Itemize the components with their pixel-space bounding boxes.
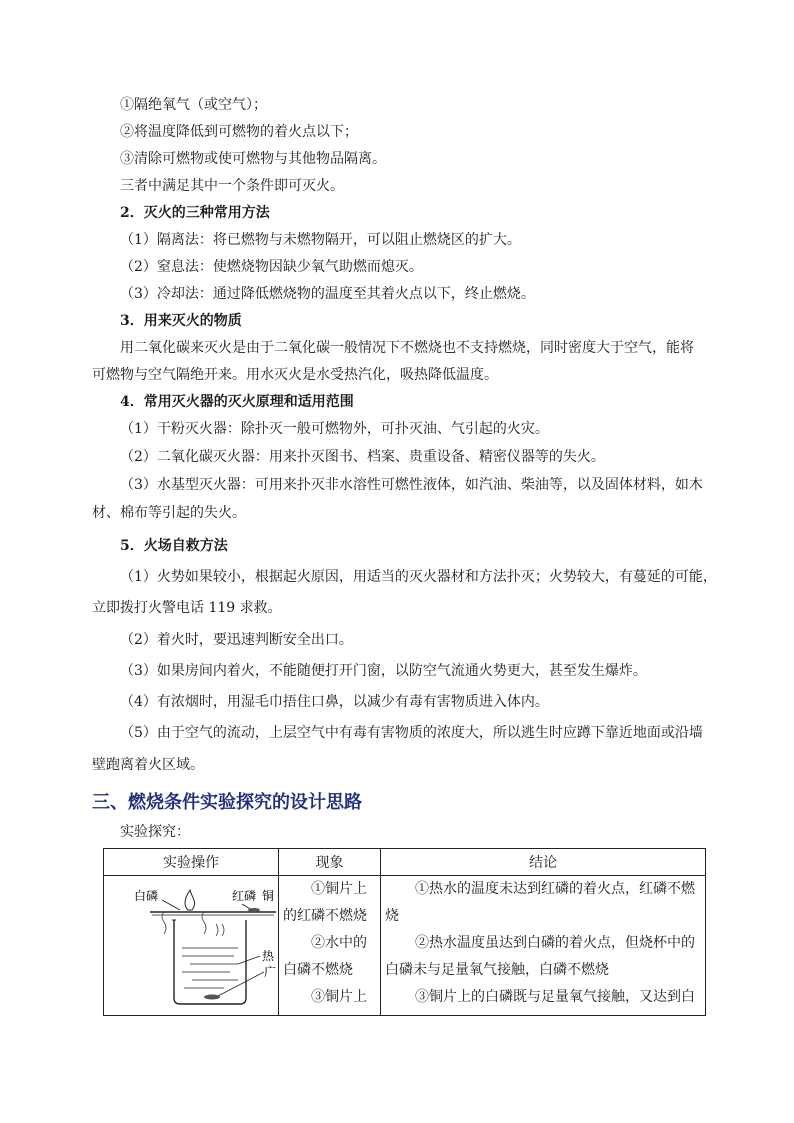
rescue-5-line-2: 壁跑离着火区域。 [92, 757, 204, 773]
method-3: （3）冷却法：通过降低燃烧物的温度至其着火点以下，终止燃烧。 [120, 286, 535, 302]
conclusion-line: 烧 [385, 908, 399, 924]
experiment-intro: 实验探究： [120, 824, 190, 840]
method-2: （2）窒息法：使燃烧物因缺少氧气助燃而熄灭。 [120, 259, 423, 275]
condition-1: ①隔绝氧气（或空气）； [120, 97, 267, 113]
header-operation: 实验操作 [104, 849, 279, 876]
extinguisher-3-line-2: 材、棉布等引起的失火。 [92, 505, 246, 521]
experiment-figure-cell [104, 876, 279, 1016]
hot-water-label: 热 [262, 949, 275, 963]
rescue-5-line-1: （5）由于空气的流动，上层空气中有毒有害物质的浓度大，所以逃生时应蹲下靠近地面或沿墙 [120, 725, 703, 741]
rescue-1-line-1: （1）火势如果较小，根据起火原因，用适当的灭火器材和方法扑灭；火势较大，有蔓延的可能， [120, 569, 717, 585]
beaker-experiment-figure [104, 876, 276, 1011]
conclusion-line: ①热水的温度未达到红磷的着火点，红磷不燃 [415, 881, 695, 897]
condition-3: ③清除可燃物或使可燃物与其他物品隔离。 [120, 151, 386, 167]
rescue-3: （3）如果房间内着火，不能随便打开门窗，以防空气流通火势更大，甚至发生爆炸。 [120, 663, 647, 679]
table-row [104, 876, 706, 1016]
beaker-icon [174, 920, 246, 1004]
phenomenon-line: ①铜片上 [311, 881, 367, 897]
header-phenomenon: 现象 [279, 849, 381, 876]
phenomenon-line: ②水中的 [311, 935, 367, 951]
conclusion-line: ③铜片上的白磷既与足量氧气接触，又达到白 [415, 989, 695, 1005]
experiment-table [103, 848, 706, 1016]
header-conclusion: 结论 [381, 849, 706, 876]
heading-substances: 3．用来灭火的物质 [120, 313, 242, 329]
white-phosphorus-label: 白磷 [134, 889, 159, 903]
heading-methods: 2．灭火的三种常用方法 [120, 205, 270, 221]
section-title: 三、燃烧条件实验探究的设计思路 [92, 792, 362, 813]
rescue-4: （4）有浓烟时，用湿毛巾捂住口鼻，以减少有毒有害物质进入体内。 [120, 694, 549, 710]
rescue-1-line-2: 立即拨打火警电话 119 求救。 [92, 600, 282, 616]
conclusion-line: ②热水温度虽达到白磷的着火点，但烧杯中的 [415, 935, 695, 951]
flame-icon [185, 890, 195, 910]
beaker-label: 广 [264, 965, 276, 979]
conclusion-cell [381, 876, 706, 1016]
copper-label: 铜 [262, 889, 275, 903]
phenomenon-line: 的红磷不燃烧 [283, 908, 367, 924]
conclusion-line: 白磷未与足量氧气接触，白磷不燃烧 [385, 962, 609, 978]
extinguisher-1: （1）干粉灭火器：除扑灭一般可燃物外，可扑灭油、气引起的火灾。 [120, 421, 549, 437]
phenomenon-cell [279, 876, 381, 1016]
extinguisher-3-line-1: （3）水基型灭火器：可用来扑灭非水溶性可燃性液体，如汽油、柴油等，以及固体材料，如木 [120, 477, 703, 493]
rescue-2: （2）着火时，要迅速判断安全出口。 [120, 632, 353, 648]
condition-2: ②将温度降低到可燃物的着火点以下； [120, 124, 358, 140]
red-phosphorus-label: 红磷 [232, 889, 257, 903]
conditions-summary: 三者中满足其中一个条件即可灭火。 [120, 178, 344, 194]
heading-extinguishers: 4．常用灭火器的灭火原理和适用范围 [120, 394, 354, 410]
heading-self-rescue: 5．火场自救方法 [120, 538, 228, 554]
extinguisher-2: （2）二氧化碳灭火器：用来扑灭图书、档案、贵重设备、精密仪器等的失火。 [120, 449, 605, 465]
phenomenon-line: 白磷不燃烧 [283, 962, 353, 978]
substances-line-1: 用二氧化碳来灭火是由于二氧化碳一般情况下不燃烧也不支持燃烧，同时密度大于空气，能将 [120, 340, 694, 356]
method-1: （1）隔离法：将已燃物与未燃物隔开，可以阻止燃烧区的扩大。 [120, 232, 521, 248]
phenomenon-line: ③铜片上 [311, 989, 367, 1005]
substances-line-2: 可燃物与空气隔绝开来。用水灭火是水受热汽化，吸热降低温度。 [92, 367, 498, 383]
table-header-row [104, 849, 706, 876]
